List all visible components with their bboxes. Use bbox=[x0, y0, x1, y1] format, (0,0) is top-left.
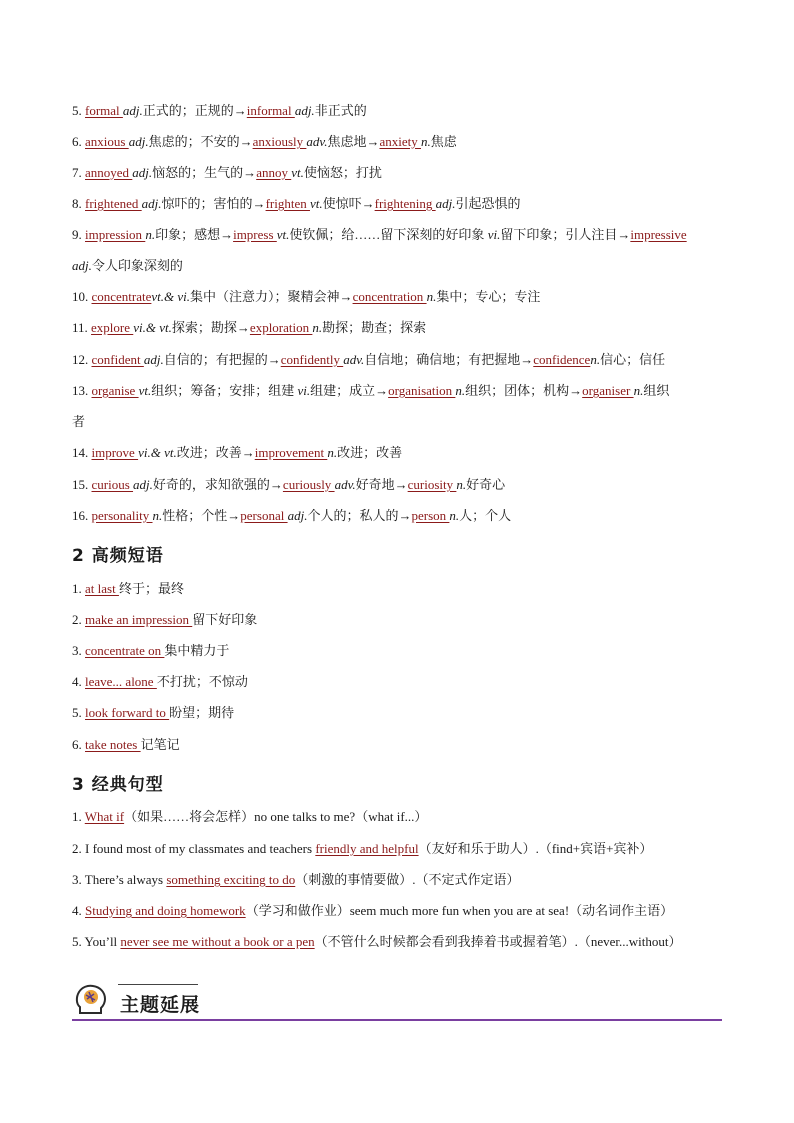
answer-blank: frightening bbox=[374, 196, 436, 211]
phrase-item bbox=[72, 704, 724, 722]
answer-blank: curious bbox=[91, 477, 134, 492]
answer-blank: confident bbox=[91, 352, 144, 367]
head-brain-icon bbox=[74, 983, 108, 1019]
answer-blank: frightened bbox=[85, 196, 142, 211]
part-of-speech: n. bbox=[590, 352, 601, 367]
item-number: 12. bbox=[72, 352, 89, 367]
meaning: 印象；感想→ bbox=[155, 227, 234, 242]
part-of-speech: vi. bbox=[297, 383, 311, 398]
item-number: 8. bbox=[72, 196, 82, 211]
meaning: 信心；信任 bbox=[600, 352, 666, 367]
part-of-speech: n. bbox=[152, 508, 163, 523]
meaning: 盼望；期待 bbox=[169, 705, 235, 720]
vocab-item-9 bbox=[72, 226, 724, 244]
vocab-item-16 bbox=[72, 507, 724, 525]
answer-blank: What if bbox=[84, 809, 125, 824]
part-of-speech: n. bbox=[633, 383, 644, 398]
meaning: 改进；改善→ bbox=[176, 445, 255, 460]
vocab-item-14 bbox=[72, 444, 724, 462]
phrase-item bbox=[72, 736, 724, 754]
item-number: 1. bbox=[72, 581, 82, 596]
meaning: 惊吓的；害怕的→ bbox=[161, 196, 266, 211]
answer-blank: impress bbox=[233, 227, 277, 242]
part-of-speech: adj. bbox=[287, 508, 308, 523]
part-of-speech: n. bbox=[455, 383, 466, 398]
answer-blank: personality bbox=[91, 508, 153, 523]
sentence-item bbox=[72, 902, 724, 920]
answer-blank: curiously bbox=[282, 477, 335, 492]
meaning: 勘探；勘查；探索 bbox=[322, 320, 427, 335]
meaning: 自信地；确信地；有把握地→ bbox=[364, 352, 534, 367]
part-of-speech: n. bbox=[327, 445, 338, 460]
sentence-text: There’s always bbox=[84, 872, 167, 887]
part-of-speech: adj. bbox=[133, 477, 153, 492]
section-heading-sentences: 3 经典句型 bbox=[72, 775, 164, 795]
meaning: 焦虑 bbox=[430, 134, 457, 149]
meaning: 组织；筹备；安排；组建 bbox=[151, 383, 298, 398]
part-of-speech: adj. bbox=[72, 258, 92, 273]
answer-blank: take notes bbox=[85, 737, 141, 752]
part-of-speech: adv. bbox=[334, 477, 356, 492]
answer-blank: confidently bbox=[280, 352, 344, 367]
meaning: 人；个人 bbox=[459, 508, 512, 523]
answer-blank: confidence bbox=[533, 352, 591, 367]
part-of-speech: vt. bbox=[291, 165, 304, 180]
phrase-item bbox=[72, 673, 724, 691]
meaning: 终于；最终 bbox=[118, 581, 184, 596]
part-of-speech: n. bbox=[449, 508, 460, 523]
answer-blank: look forward to bbox=[85, 705, 170, 720]
meaning: 不打扰；不惊动 bbox=[156, 674, 248, 689]
meaning: 改进；改善 bbox=[337, 445, 403, 460]
answer-blank: curiosity bbox=[407, 477, 457, 492]
item-number: 10. bbox=[72, 289, 89, 304]
item-number: 5. bbox=[72, 934, 82, 949]
answer-blank: exploration bbox=[249, 320, 313, 335]
answer-blank: friendly and helpful bbox=[315, 841, 419, 856]
answer-blank: Studying and doing homework bbox=[85, 903, 246, 918]
answer-blank: organise bbox=[91, 383, 139, 398]
meaning: 集中（注意力）；聚精会神→ bbox=[190, 289, 353, 304]
part-of-speech: vi. bbox=[487, 227, 501, 242]
phrase-item bbox=[72, 580, 724, 598]
vocab-item-13-cont bbox=[72, 413, 724, 431]
phrase-item bbox=[72, 611, 724, 629]
answer-blank: make an impression bbox=[85, 612, 193, 627]
meaning: 焦虑的；不安的→ bbox=[148, 134, 253, 149]
part-of-speech: adj. bbox=[143, 352, 164, 367]
vocab-item-11 bbox=[72, 319, 724, 337]
meaning: 使恼怒；打扰 bbox=[303, 165, 382, 180]
part-of-speech: vt. bbox=[309, 196, 323, 211]
answer-blank: anxious bbox=[85, 134, 129, 149]
part-of-speech: vt. bbox=[276, 227, 290, 242]
item-number: 4. bbox=[72, 674, 82, 689]
sentence-text: You’ll bbox=[84, 934, 121, 949]
part-of-speech: adj. bbox=[128, 134, 149, 149]
part-of-speech: adj. bbox=[132, 165, 153, 180]
part-of-speech: adj. bbox=[294, 103, 315, 118]
answer-blank: anxiously bbox=[252, 134, 307, 149]
answer-blank: annoy bbox=[256, 165, 292, 180]
sentence-text: （如果……将会怎样）no one talks to me?（what if...） bbox=[124, 809, 428, 824]
meaning: 自信的；有把握的→ bbox=[163, 352, 281, 367]
answer-blank: leave... alone bbox=[85, 674, 157, 689]
part-of-speech: n. bbox=[312, 320, 323, 335]
meaning: 好奇的，求知欲强的→ bbox=[152, 477, 283, 492]
sentence-item bbox=[72, 933, 724, 951]
meaning: 集中；专心；专注 bbox=[436, 289, 541, 304]
answer-blank: frighten bbox=[265, 196, 310, 211]
meaning: 留下好印象 bbox=[192, 612, 258, 627]
meaning: 非正式的 bbox=[314, 103, 367, 118]
answer-blank: organisation bbox=[388, 383, 456, 398]
vocab-item-9-cont bbox=[72, 257, 724, 275]
answer-blank: concentrate bbox=[91, 289, 152, 304]
meaning: 引起恐惧的 bbox=[455, 196, 521, 211]
sentence-text: （友好和乐于助人）.（find+宾语+宾补） bbox=[418, 841, 653, 856]
vocab-item-12 bbox=[72, 351, 724, 369]
answer-blank: impressive bbox=[630, 227, 687, 242]
answer-blank: at last bbox=[85, 581, 119, 596]
item-number: 13. bbox=[72, 383, 89, 398]
vocab-item-7 bbox=[72, 164, 724, 182]
item-number: 9. bbox=[72, 227, 82, 242]
topic-extension-title: 主题延展 bbox=[120, 994, 201, 1016]
answer-blank: concentrate on bbox=[85, 643, 165, 658]
vocab-item-13 bbox=[72, 382, 724, 400]
meaning: 好奇地→ bbox=[355, 477, 408, 492]
meaning: 焦虑地→ bbox=[327, 134, 380, 149]
sentence-item bbox=[72, 871, 724, 889]
answer-blank: informal bbox=[246, 103, 295, 118]
answer-blank: annoyed bbox=[85, 165, 133, 180]
part-of-speech: n. bbox=[456, 477, 467, 492]
part-of-speech: adv. bbox=[306, 134, 328, 149]
sentence-text: I found most of my classmates and teachers bbox=[85, 841, 316, 856]
answer-blank: anxiety bbox=[379, 134, 421, 149]
answer-blank: improvement bbox=[254, 445, 328, 460]
banner-top-rule bbox=[118, 984, 198, 985]
item-number: 4. bbox=[72, 903, 82, 918]
meaning: 记笔记 bbox=[140, 737, 180, 752]
answer-blank: organiser bbox=[582, 383, 634, 398]
part-of-speech: n. bbox=[421, 134, 431, 149]
sentence-text: （不管什么时候都会看到我捧着书或握着笔）.（never...without） bbox=[314, 934, 682, 949]
item-number: 1. bbox=[72, 809, 82, 824]
item-number: 5. bbox=[72, 705, 82, 720]
item-number: 6. bbox=[72, 737, 82, 752]
meaning: 组建；成立→ bbox=[310, 383, 389, 398]
meaning: 者 bbox=[72, 414, 86, 429]
sentence-item bbox=[72, 808, 724, 826]
vocab-item-5 bbox=[72, 102, 724, 120]
answer-blank: impression bbox=[85, 227, 146, 242]
part-of-speech: n. bbox=[145, 227, 156, 242]
vocab-item-15 bbox=[72, 476, 724, 494]
item-number: 11. bbox=[72, 320, 88, 335]
meaning: 使惊吓→ bbox=[322, 196, 375, 211]
item-number: 7. bbox=[72, 165, 82, 180]
answer-blank: concentration bbox=[352, 289, 427, 304]
answer-blank: formal bbox=[85, 103, 123, 118]
banner-divider bbox=[72, 1019, 722, 1021]
answer-blank: personal bbox=[240, 508, 288, 523]
meaning: 正式的；正规的→ bbox=[142, 103, 247, 118]
part-of-speech: vi.& vt. bbox=[133, 320, 172, 335]
item-number: 2. bbox=[72, 841, 82, 856]
meaning: 组织 bbox=[643, 383, 670, 398]
meaning: 令人印象深刻的 bbox=[91, 258, 183, 273]
meaning: 留下印象；引人注目→ bbox=[500, 227, 631, 242]
meaning: 使钦佩；给……留下深刻的好印象 bbox=[289, 227, 488, 242]
meaning: 个人的；私人的→ bbox=[307, 508, 412, 523]
meaning: 性格；个性→ bbox=[162, 508, 241, 523]
sentence-text: （学习和做作业）seem much more fun when you are at sea!（动名词作主语） bbox=[245, 903, 674, 918]
vocab-item-10 bbox=[72, 288, 724, 306]
part-of-speech: vt.& vi. bbox=[151, 289, 191, 304]
part-of-speech: adj. bbox=[141, 196, 162, 211]
meaning: 组织；团体；机构→ bbox=[465, 383, 583, 398]
part-of-speech: vi.& vt. bbox=[138, 445, 177, 460]
item-number: 2. bbox=[72, 612, 82, 627]
part-of-speech: n. bbox=[426, 289, 437, 304]
item-number: 6. bbox=[72, 134, 82, 149]
part-of-speech: adv. bbox=[343, 352, 365, 367]
item-number: 3. bbox=[72, 872, 82, 887]
answer-blank: never see me without a book or a pen bbox=[120, 934, 315, 949]
answer-blank: improve bbox=[91, 445, 139, 460]
item-number: 14. bbox=[72, 445, 89, 460]
vocab-item-8 bbox=[72, 195, 724, 213]
part-of-speech: adj. bbox=[435, 196, 456, 211]
phrase-item bbox=[72, 642, 724, 660]
meaning: 好奇心 bbox=[466, 477, 506, 492]
meaning: 探索；勘探→ bbox=[171, 320, 250, 335]
item-number: 5. bbox=[72, 103, 82, 118]
part-of-speech: adj. bbox=[122, 103, 143, 118]
answer-blank: something exciting to do bbox=[166, 872, 296, 887]
meaning: 集中精力于 bbox=[164, 643, 230, 658]
item-number: 15. bbox=[72, 477, 89, 492]
item-number: 3. bbox=[72, 643, 82, 658]
meaning: 恼怒的；生气的→ bbox=[152, 165, 257, 180]
answer-blank: person bbox=[411, 508, 450, 523]
section-heading-phrases: 2 高频短语 bbox=[72, 546, 164, 566]
sentence-item bbox=[72, 840, 724, 858]
sentence-text: （刺激的事情要做）.（不定式作定语） bbox=[295, 872, 520, 887]
vocab-item-6 bbox=[72, 133, 724, 151]
item-number: 16. bbox=[72, 508, 89, 523]
answer-blank: explore bbox=[91, 320, 134, 335]
part-of-speech: vt. bbox=[138, 383, 152, 398]
